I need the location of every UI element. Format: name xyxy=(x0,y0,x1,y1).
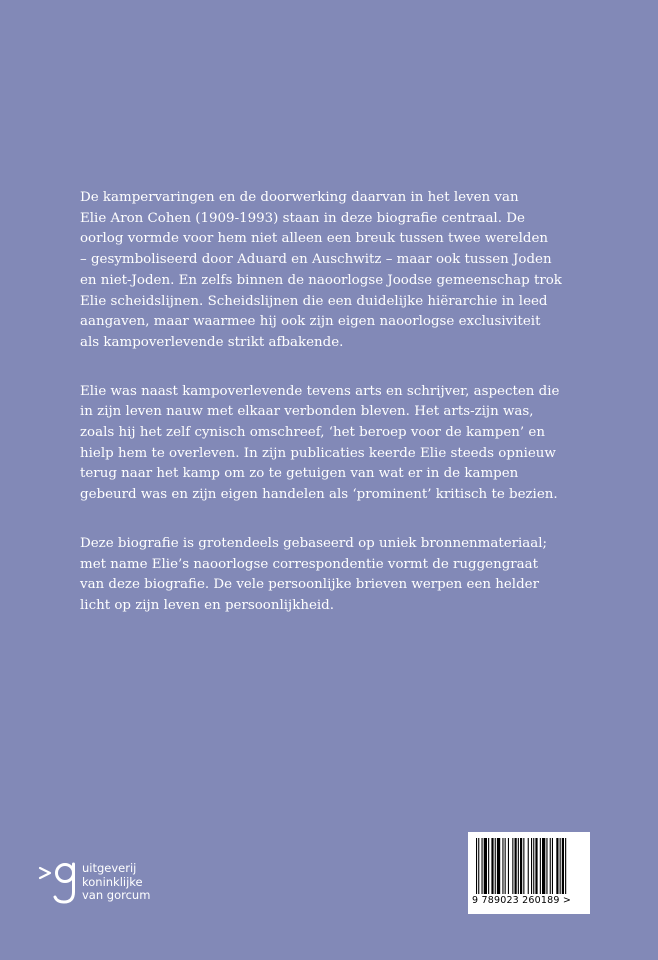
back-cover-blurb xyxy=(80,188,573,645)
barcode-bar xyxy=(518,838,519,894)
barcode-bar xyxy=(495,838,496,894)
barcode-bar xyxy=(546,838,547,894)
text-line: in zijn leven nauw met elkaar verbonden bleven. Het arts-zijn was, xyxy=(80,404,534,420)
barcode-bar xyxy=(535,838,537,894)
text-line: licht op zijn leven en persoonlijkheid. xyxy=(80,597,334,613)
blurb-paragraph-2 xyxy=(80,382,573,506)
publisher-name xyxy=(82,862,150,903)
text-line: hielp hem te overleven. In zijn publicaties keerde Elie steeds opnieuw xyxy=(80,445,556,461)
barcode-bar xyxy=(560,838,561,894)
barcode-bar xyxy=(531,838,532,894)
barcode-bar xyxy=(523,838,524,894)
text-line: De kampervaringen en de doorwerking daarvan in het leven van xyxy=(80,190,519,205)
publisher-logo-mark-icon xyxy=(38,856,80,908)
text-line: oorlog vormde voor hem niet alleen een breuk tussen twee werelden xyxy=(80,231,549,247)
text-line: Elie was naast kampoverlevende tevens arts en schrijver, aspecten die xyxy=(80,383,560,399)
barcode-bar xyxy=(488,838,489,894)
text-line: terug naar het kamp om zo te getuigen van wat er in de kampen xyxy=(80,466,519,482)
text-line: van deze biografie. De vele persoonlijke brieven werpen een helder xyxy=(80,577,539,593)
barcode-bar xyxy=(515,838,517,894)
barcode-bar xyxy=(540,838,541,894)
barcode-bar xyxy=(476,838,477,894)
barcode-bar xyxy=(562,838,564,894)
text-line: – gesymboliseerd door Aduard en Auschwitz – maar ook tussen Joden xyxy=(80,252,552,268)
publisher-logo xyxy=(38,856,198,908)
text-line: Elie scheidslijnen. Scheidslijnen die een duidelijke hiërarchie in leed xyxy=(80,293,548,309)
publisher-line-3: van gorcum xyxy=(82,888,151,902)
barcode-bars xyxy=(476,838,582,894)
isbn-barcode xyxy=(468,832,590,914)
text-line: Elie Aron Cohen (1909-1993) staan in deze biografie centraal. De xyxy=(80,210,525,226)
barcode-bar xyxy=(528,838,529,894)
publisher-line-2: koninklijke xyxy=(82,874,143,889)
barcode-bar xyxy=(542,838,545,894)
text-line: en niet-Joden. En zelfs binnen de naoorlogse Joodse gemeenschap trok xyxy=(80,272,562,288)
barcode-bar xyxy=(550,838,551,894)
text-line: aangaven, maar waarmee hij ook zijn eigen naoorlogse exclusiviteit xyxy=(80,314,541,330)
barcode-bar xyxy=(533,838,534,894)
text-line: gebeurd was en zijn eigen handelen als ‘prominent’ kritisch te bezien. xyxy=(80,487,558,503)
barcode-bar xyxy=(484,838,487,894)
barcode-bar xyxy=(482,838,483,894)
barcode-bar xyxy=(565,838,566,894)
text-line: als kampoverlevende strikt afbakende. xyxy=(80,334,344,350)
barcode-bar xyxy=(556,838,558,894)
blurb-paragraph-1 xyxy=(80,188,573,354)
barcode-bar xyxy=(520,838,522,894)
barcode-bar xyxy=(478,838,479,894)
text-line: Deze biografie is grotendeels gebaseerd op uniek bronnenmateriaal; xyxy=(80,535,548,551)
text-line: met name Elie’s naoorlogse correspondentie vormt de ruggengraat xyxy=(80,556,539,572)
publisher-line-1: uitgeverij xyxy=(82,861,137,875)
barcode-bar xyxy=(512,838,513,894)
barcode-bar xyxy=(505,838,506,894)
isbn-digits: 9 789023 260189 xyxy=(472,895,560,906)
isbn-end-mark: > xyxy=(562,895,572,906)
barcode-bar xyxy=(508,838,509,894)
isbn-number xyxy=(472,895,571,906)
barcode-bar xyxy=(552,838,553,894)
blurb-paragraph-3 xyxy=(80,534,573,617)
barcode-bar xyxy=(502,838,503,894)
barcode-bar xyxy=(491,838,493,894)
barcode-bar xyxy=(497,838,500,894)
text-line: zoals hij het zelf cynisch omschreef, ‘het beroep voor de kampen’ en xyxy=(80,425,545,441)
